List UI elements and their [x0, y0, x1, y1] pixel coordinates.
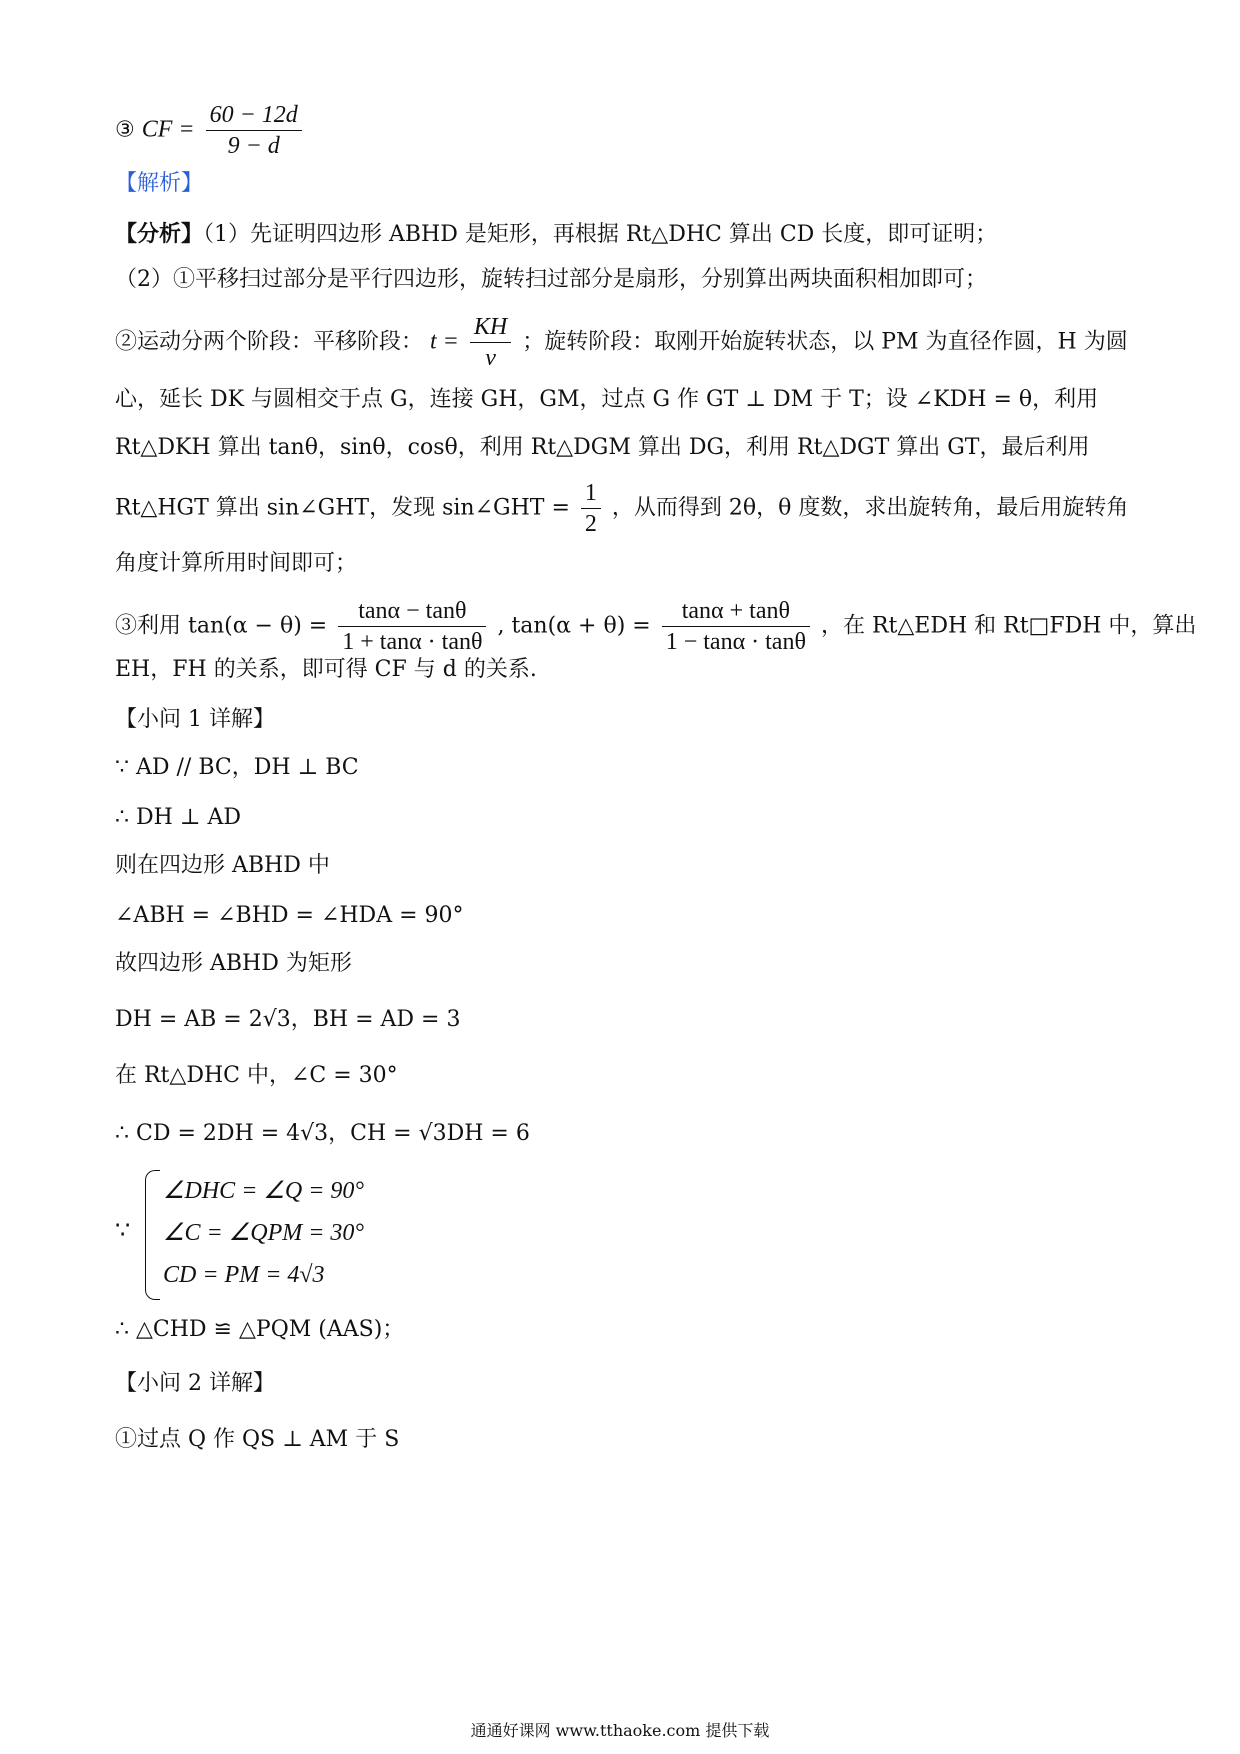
analysis-tag: 【分析】 [115, 221, 204, 247]
tan-sum-numerator: tanα + tanθ [662, 596, 810, 627]
tan-sum-denominator: 1 − tanα · tanθ [665, 629, 806, 655]
q1-line-7: 在 Rt△DHC 中，∠C = 30° [115, 1063, 398, 1088]
analysis-line-4: 心，延长 DK 与圆相交于点 G，连接 GH，GM，过点 G 作 GT ⊥ DM 于 T；设 ∠KDH = θ，利用 [115, 387, 1099, 412]
q1-line-3: 则在四边形 ABHD 中 [115, 853, 330, 878]
q1-line-6: DH = AB = 2√3，BH = AD = 3 [115, 1007, 461, 1032]
q2-line-1: ①过点 Q 作 QS ⊥ AM 于 S [115, 1427, 400, 1452]
analysis-line-5: Rt△DKH 算出 tanθ，sinθ，cosθ，利用 Rt△DGM 算出 DG，利用 Rt△DGT 算出 GT，最后利用 [115, 435, 1090, 460]
cf-numerator: 60 − 12d [206, 100, 302, 131]
kh-over-v [470, 312, 511, 373]
cf-formula [115, 100, 306, 161]
cf-denominator: 9 − d [227, 133, 280, 159]
jiexi-heading: 【解析】 [115, 171, 204, 196]
q1-line-1: ∵ AD // BC，DH ⊥ BC [115, 755, 359, 780]
page-footer: 通通好课网 www.tthaoke.com 提供下载 [470, 1721, 770, 1740]
analysis-line-7: 角度计算所用时间即可； [115, 551, 358, 576]
analysis-text-1: （1）先证明四边形 ABHD 是矩形，再根据 Rt△DHC 算出 CD 长度，即可证明； [203, 222, 998, 247]
left-brace [145, 1170, 160, 1300]
analysis-line-8 [115, 596, 1196, 657]
analysis-text-6b: ，从而得到 2θ，θ 度数，求出旋转角，最后用旋转角 [611, 495, 1129, 521]
one-half [581, 478, 601, 539]
brace-condition-1: ∠DHC = ∠Q = 90° [163, 1178, 365, 1204]
q1-line-9: ∴ △CHD ≌ △PQM (AAS)； [115, 1317, 405, 1342]
analysis-line-9: EH，FH 的关系，即可得 CF 与 d 的关系. [115, 657, 537, 682]
half-numerator: 1 [581, 478, 601, 509]
tan-diff-fraction [338, 596, 486, 657]
analysis-line-6 [115, 478, 1128, 539]
circled-3: ③ [115, 117, 135, 143]
analysis-text-8a: ③利用 tan(α − θ) = [115, 613, 328, 639]
analysis-text-3b: ；旋转阶段：取刚开始旋转状态，以 PM 为直径作圆，H 为圆 [522, 329, 1128, 355]
q1-line-8: ∴ CD = 2DH = 4√3，CH = √3DH = 6 [115, 1121, 530, 1146]
q1-line-5: 故四边形 ABHD 为矩形 [115, 951, 352, 976]
tan-diff-numerator: tanα − tanθ [338, 596, 486, 627]
tan-diff-denominator: 1 + tanα · tanθ [342, 629, 483, 655]
analysis-line-1 [115, 218, 997, 251]
because-symbol: ∵ [115, 1218, 131, 1244]
analysis-text-6a: Rt△HGT 算出 sin∠GHT，发现 sin∠GHT = [115, 495, 570, 521]
cf-lhs: CF = [141, 116, 195, 143]
kh-numerator: KH [470, 312, 511, 343]
brace-conditions [163, 1170, 364, 1296]
analysis-text-8c: ，在 Rt△EDH 和 Rt□FDH 中，算出 [820, 613, 1197, 639]
t-lhs: t = [430, 328, 459, 355]
q1-line-4: ∠ABH = ∠BHD = ∠HDA = 90° [115, 903, 464, 928]
v-denominator: v [485, 345, 496, 371]
q2-heading: 【小问 2 详解】 [115, 1371, 275, 1396]
analysis-line-3 [115, 312, 1128, 373]
cf-fraction [206, 100, 302, 161]
half-denominator: 2 [584, 511, 597, 537]
analysis-text-8b: , tan(α + θ) = [497, 613, 651, 639]
brace-condition-3: CD = PM = 4√3 [163, 1262, 325, 1288]
q1-heading: 【小问 1 详解】 [115, 707, 275, 732]
q1-line-2: ∴ DH ⊥ AD [115, 805, 242, 830]
analysis-line-2: （2）①平移扫过部分是平行四边形，旋转扫过部分是扇形，分别算出两块面积相加即可； [115, 267, 988, 292]
analysis-text-3a: ②运动分两个阶段：平移阶段： [115, 329, 424, 355]
brace-condition-2: ∠C = ∠QPM = 30° [163, 1220, 365, 1246]
tan-sum-fraction [662, 596, 810, 657]
